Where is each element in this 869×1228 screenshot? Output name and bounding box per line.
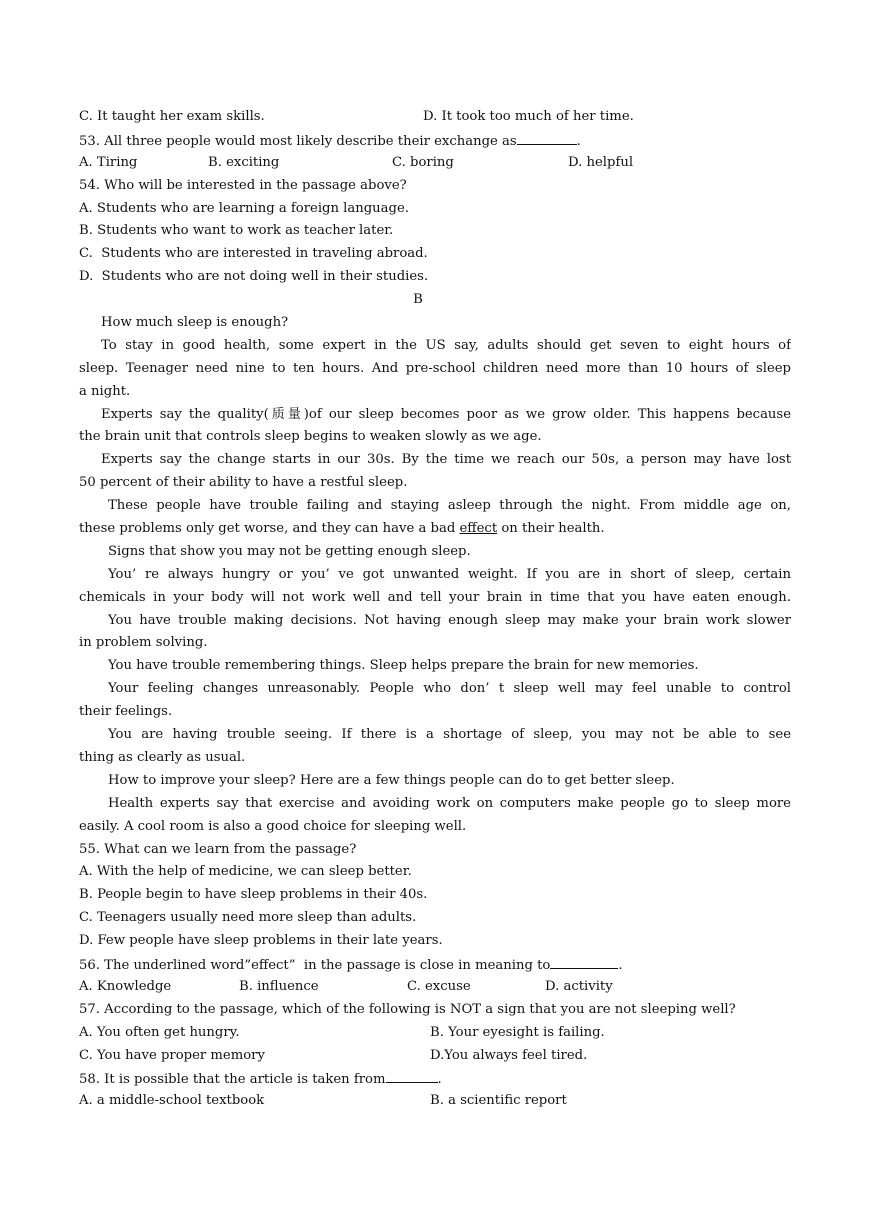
- exam-page: [79, 106, 791, 1113]
- paragraph-line: You have trouble making decisions. Not having enough sleep may make your brain work slower: [108, 612, 791, 628]
- q58-stem: 58. It is possible that the article is taken from .: [79, 1067, 791, 1090]
- q55-option-d: D. Few people have sleep problems in their late years.: [79, 933, 443, 949]
- paragraph-line: You have trouble remembering things. Sleep helps prepare the brain for new memories.: [108, 658, 699, 674]
- q56-option-c: C. excuse: [407, 978, 471, 994]
- q54-stem: 54. Who will be interested in the passage above?: [79, 177, 407, 193]
- underlined-word: effect: [459, 521, 498, 537]
- q57-options-cd: [79, 1045, 791, 1068]
- q58-option-a: A. a middle-school textbook: [79, 1093, 265, 1109]
- paragraph-line: You are having trouble seeing. If there is a shortage of sleep, you may not be able to see: [108, 727, 791, 743]
- paragraph-line: To stay in good health, some expert in the US say, adults should get seven to eight hours of: [101, 337, 791, 353]
- paragraph-line: easily. A cool room is also a good choice for sleeping well.: [79, 818, 467, 834]
- q54-option-a: A. Students who are learning a foreign language.: [79, 200, 409, 216]
- q53-option-a: A. Tiring: [79, 154, 138, 170]
- q55-option-c: C. Teenagers usually need more sleep than adults.: [79, 910, 417, 926]
- q56-option-a: A. Knowledge: [79, 978, 172, 994]
- q54-option-d: D. Students who are not doing well in their studies.: [79, 269, 429, 285]
- answer-blank: [517, 129, 577, 145]
- passage-title: How much sleep is enough?: [101, 315, 289, 331]
- q54-option-c: C. Students who are interested in traveling abroad.: [79, 246, 428, 262]
- paragraph-line: these problems only get worse, and they can have a bad effect on their health.: [79, 521, 605, 537]
- q55-option-b: B. People begin to have sleep problems in their 40s.: [79, 887, 428, 903]
- q53-option-d: D. helpful: [568, 154, 634, 170]
- paragraph-line: You’ re always hungry or you’ ve got unwanted weight. If you are in short of sleep, certain: [108, 566, 791, 582]
- paragraph-line: These people have trouble failing and staying asleep through the night. From middle age on,: [108, 498, 791, 514]
- q56-option-d: D. activity: [545, 978, 613, 994]
- paragraph-line: chemicals in your body will not work well and tell your brain in time that you have eaten enough.: [79, 589, 791, 605]
- paragraph-line: sleep. Teenager need nine to ten hours. And pre-school children need more than 10 hours of sleep: [79, 360, 791, 376]
- q56-options: [79, 976, 791, 999]
- q58-options: [79, 1090, 791, 1113]
- q57-options-ab: [79, 1022, 791, 1045]
- paragraph-line: Experts say the quality(质量)of our sleep becomes poor as we grow older. This happens because: [101, 406, 791, 422]
- q55-stem: 55. What can we learn from the passage?: [79, 841, 357, 857]
- q57-option-c: C. You have proper memory: [79, 1047, 265, 1063]
- paragraph-line: the brain unit that controls sleep begins to weaken slowly as we age.: [79, 429, 542, 445]
- q53-options: [79, 152, 791, 175]
- q53-stem: 53. All three people would most likely describe their exchange as .: [79, 129, 791, 152]
- q57-option-b: B. Your eyesight is failing.: [430, 1024, 605, 1040]
- q58-option-b: B. a scientific report: [430, 1093, 567, 1109]
- paragraph-line: Experts say the change starts in our 30s. By the time we reach our 50s, a person may have lost: [101, 452, 791, 468]
- q52-options-cd: [79, 106, 791, 129]
- paragraph-line: 50 percent of their ability to have a restful sleep.: [79, 475, 408, 491]
- q56-option-b: B. influence: [239, 978, 319, 994]
- paragraph-line: Your feeling changes unreasonably. People who don’ t sleep well may feel unable to control: [108, 681, 791, 697]
- q54-option-b: B. Students who want to work as teacher later.: [79, 223, 394, 239]
- q57-stem: 57. According to the passage, which of the following is NOT a sign that you are not sleeping well?: [79, 1001, 736, 1017]
- paragraph-line: in problem solving.: [79, 635, 208, 651]
- q52-option-c: C. It taught her exam skills.: [79, 109, 265, 124]
- paragraph-line: a night.: [79, 383, 131, 399]
- q52-option-d: D. It took too much of her time.: [423, 109, 634, 124]
- paragraph-line: Signs that show you may not be getting enough sleep.: [108, 543, 471, 559]
- q53-option-c: C. boring: [392, 154, 454, 170]
- q57-option-d: D.You always feel tired.: [430, 1047, 588, 1063]
- q56-stem: 56. The underlined word”effect” in the passage is close in meaning to .: [79, 953, 791, 976]
- passage-heading: B: [413, 292, 423, 308]
- paragraph-line: How to improve your sleep? Here are a few things people can do to get better sleep.: [108, 772, 675, 788]
- answer-blank: [550, 953, 618, 969]
- answer-blank: [386, 1067, 438, 1083]
- paragraph-line: their feelings.: [79, 704, 173, 720]
- paragraph-line: Health experts say that exercise and avoiding work on computers make people go to sleep more: [108, 795, 791, 811]
- q55-option-a: A. With the help of medicine, we can sleep better.: [79, 864, 412, 880]
- q57-option-a: A. You often get hungry.: [79, 1024, 240, 1040]
- q53-option-b: B. exciting: [208, 154, 280, 170]
- paragraph-line: thing as clearly as usual.: [79, 749, 246, 765]
